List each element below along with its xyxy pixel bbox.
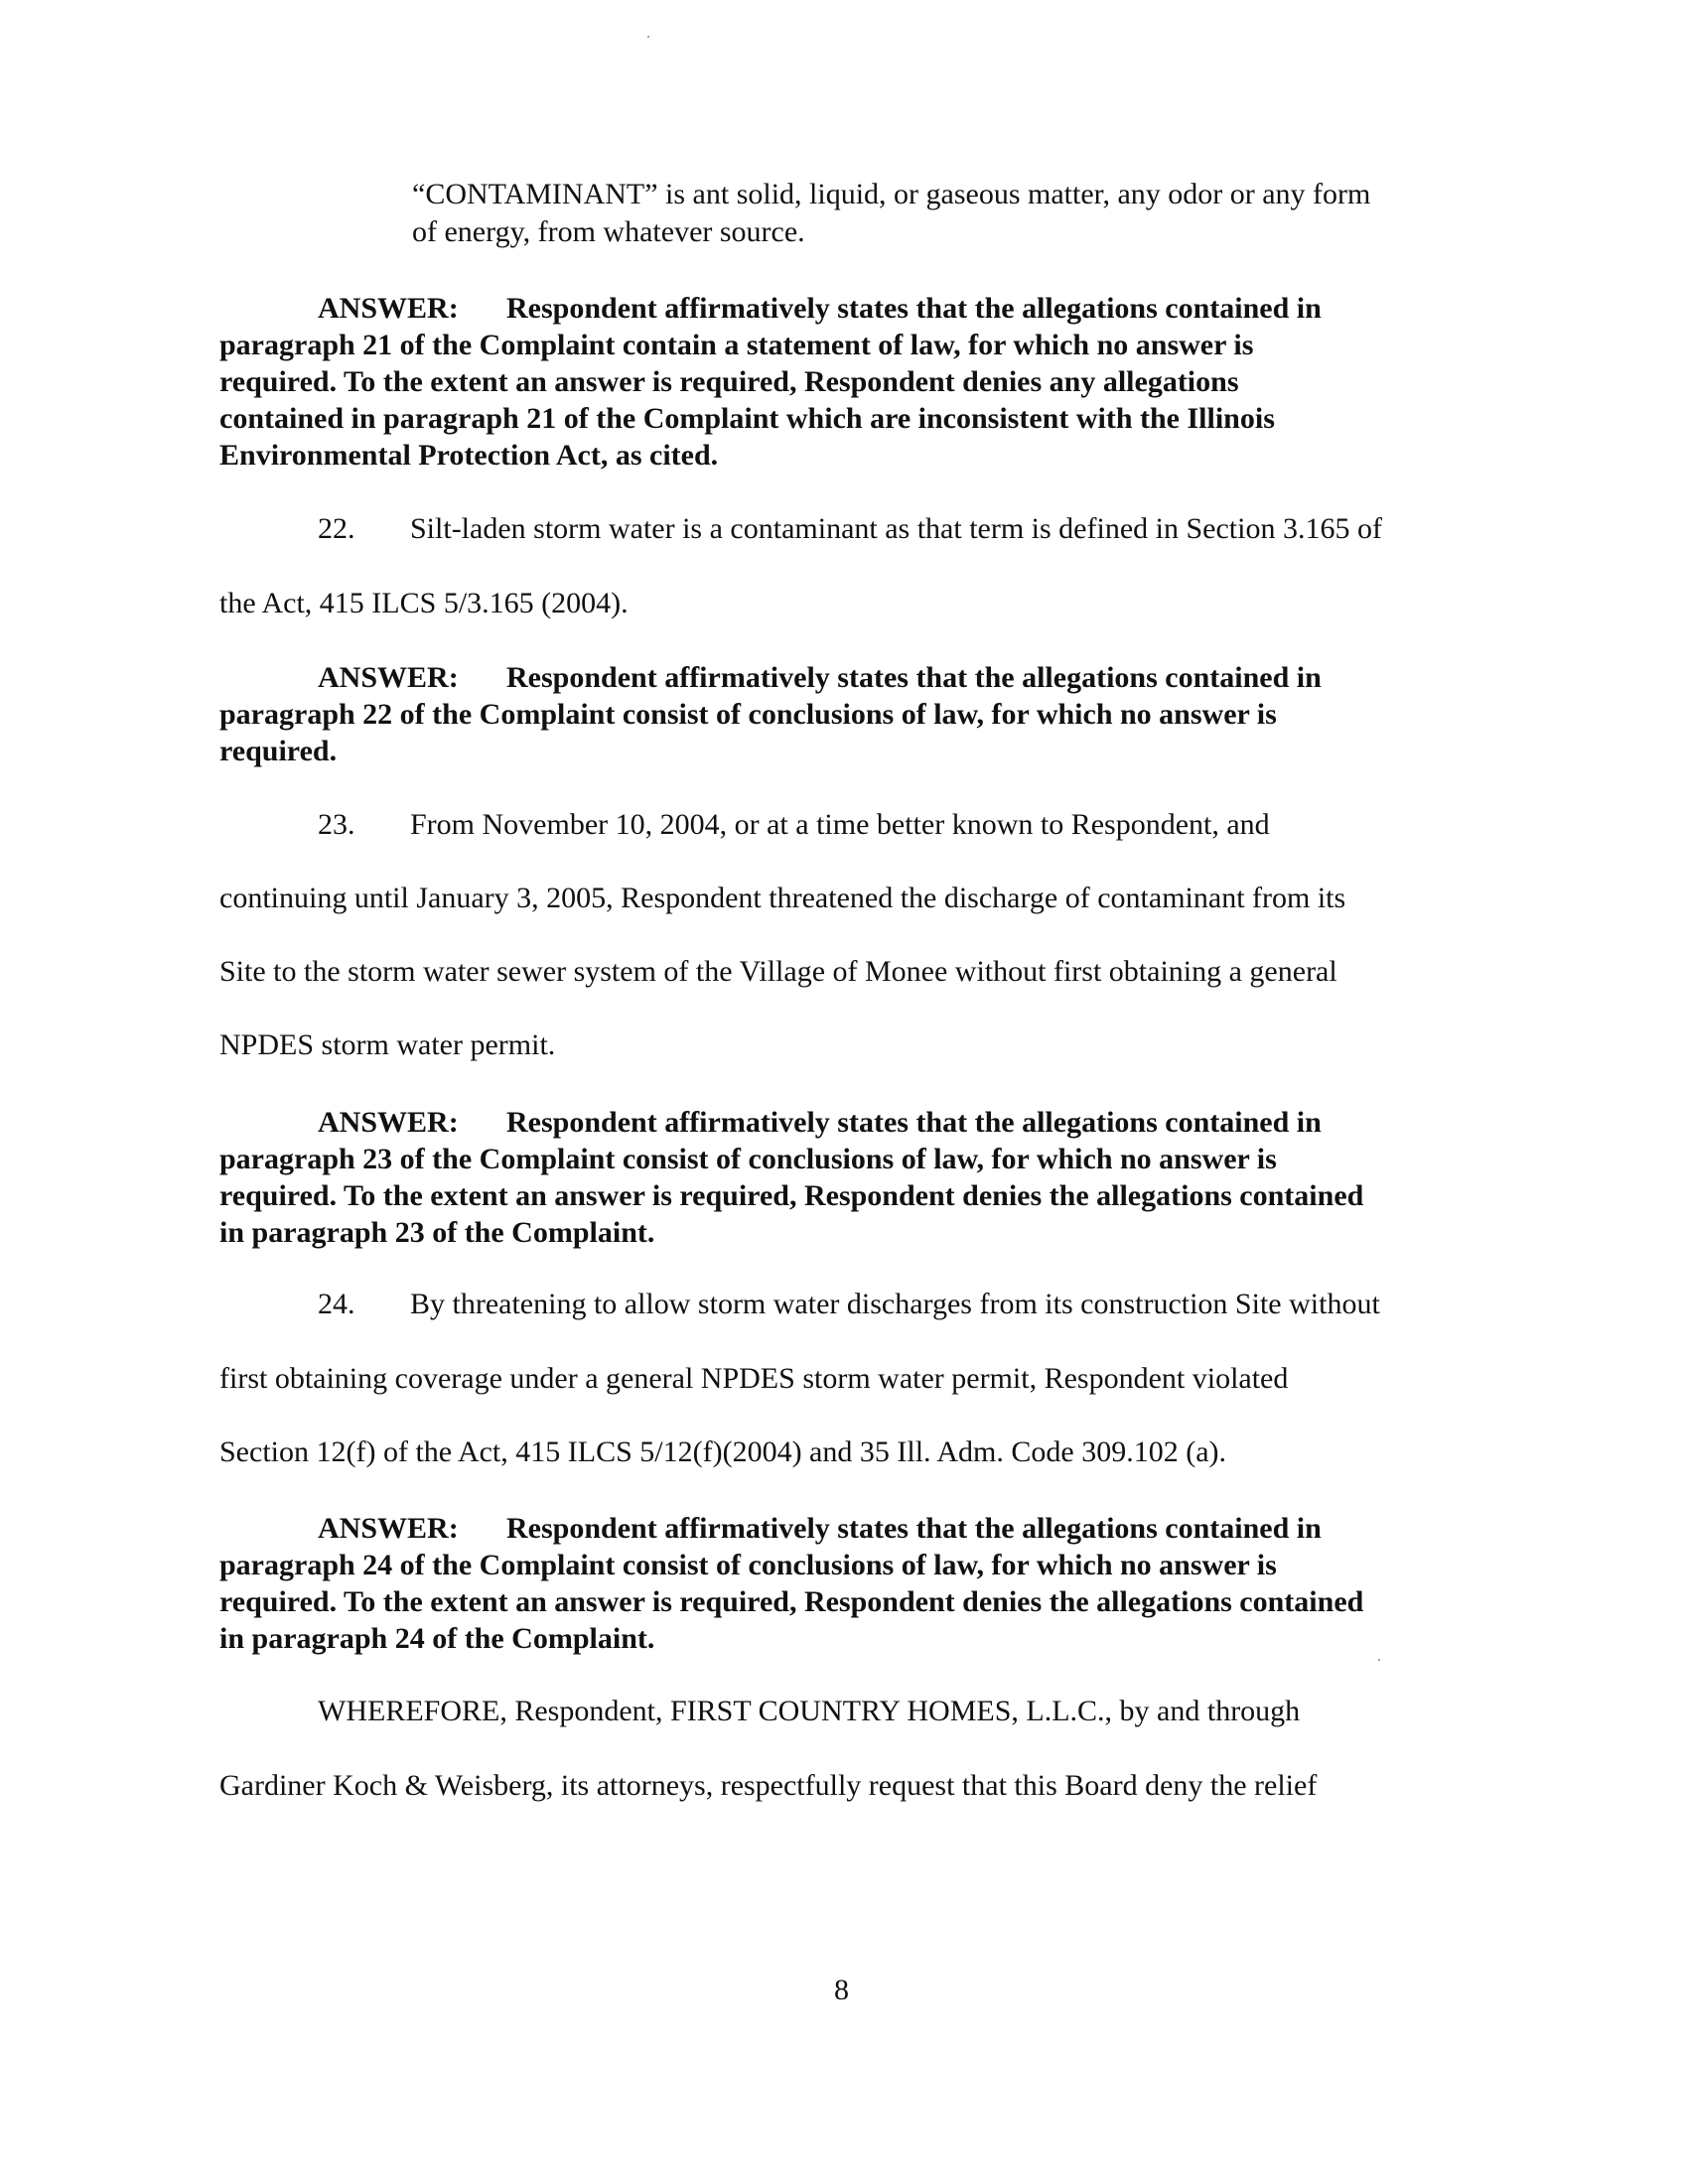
answer-21-line: Environmental Protection Act, as cited.: [219, 439, 719, 472]
paragraph-22-line: Silt-laden storm water is a contaminant as that term is defined in Section 3.165 of: [410, 512, 1382, 545]
paragraph-23-line: Site to the storm water sewer system of the Village of Monee without first obtaining a general: [219, 955, 1337, 988]
answer-21-line: contained in paragraph 21 of the Complaint which are inconsistent with the Illinois: [219, 402, 1275, 435]
paragraph-22-line: the Act, 415 ILCS 5/3.165 (2004).: [219, 587, 629, 619]
answer-text: Respondent affirmatively states that the allegations contained in: [506, 1106, 1322, 1139]
paragraph-24-line: By threatening to allow storm water discharges from its construction Site without: [410, 1288, 1380, 1320]
paragraph-24-line: Section 12(f) of the Act, 415 ILCS 5/12(f)(2004) and 35 Ill. Adm. Code 309.102 (a).: [219, 1435, 1226, 1468]
answer-text: Respondent affirmatively states that the allegations contained in: [506, 1512, 1322, 1545]
paragraph-24-number: 24.: [318, 1288, 355, 1320]
page-number: 8: [834, 1974, 849, 2006]
answer-label: ANSWER:: [318, 1106, 459, 1139]
answer-21-line: [318, 290, 1322, 327]
answer-23-line: required. To the extent an answer is required, Respondent denies the allegations contained: [219, 1179, 1364, 1212]
answer-21-line: paragraph 21 of the Complaint contain a statement of law, for which no answer is: [219, 329, 1254, 361]
paragraph-23-line: NPDES storm water permit.: [219, 1028, 556, 1061]
answer-23-line: [318, 1104, 1322, 1141]
paragraph-24-line: first obtaining coverage under a general NPDES storm water permit, Respondent violated: [219, 1362, 1289, 1395]
answer-label: ANSWER:: [318, 1512, 459, 1545]
answer-24-line: paragraph 24 of the Complaint consist of conclusions of law, for which no answer is: [219, 1549, 1277, 1581]
answer-24-line: in paragraph 24 of the Complaint.: [219, 1622, 655, 1655]
paragraph-23-number: 23.: [318, 808, 355, 841]
answer-text: Respondent affirmatively states that the allegations contained in: [506, 661, 1322, 694]
scan-speck: [1378, 1659, 1380, 1661]
answer-21-line: required. To the extent an answer is required, Respondent denies any allegations: [219, 365, 1239, 398]
paragraph-23-line: continuing until January 3, 2005, Respondent threatened the discharge of contaminant from its: [219, 882, 1346, 914]
answer-24-line: [318, 1510, 1322, 1547]
answer-22-line: [318, 659, 1322, 696]
wherefore-line: WHEREFORE, Respondent, FIRST COUNTRY HOMES, L.L.C., by and through: [318, 1695, 1301, 1727]
paragraph-23-line: From November 10, 2004, or at a time better known to Respondent, and: [410, 808, 1270, 841]
answer-label: ANSWER:: [318, 661, 459, 694]
answer-label: ANSWER:: [318, 292, 459, 325]
scan-speck: [647, 36, 649, 38]
answer-24-line: required. To the extent an answer is required, Respondent denies the allegations contained: [219, 1585, 1364, 1618]
answer-23-line: paragraph 23 of the Complaint consist of conclusions of law, for which no answer is: [219, 1143, 1277, 1175]
paragraph-22-number: 22.: [318, 512, 355, 545]
answer-text: Respondent affirmatively states that the allegations contained in: [506, 292, 1322, 325]
answer-22-line: paragraph 22 of the Complaint consist of conclusions of law, for which no answer is: [219, 698, 1277, 731]
definition-line: “CONTAMINANT” is ant solid, liquid, or gaseous matter, any odor or any form: [412, 178, 1371, 210]
answer-22-line: required.: [219, 735, 338, 767]
definition-line: of energy, from whatever source.: [412, 215, 805, 248]
answer-23-line: in paragraph 23 of the Complaint.: [219, 1216, 655, 1249]
wherefore-line: Gardiner Koch & Weisberg, its attorneys, respectfully request that this Board deny the relief: [219, 1769, 1318, 1802]
